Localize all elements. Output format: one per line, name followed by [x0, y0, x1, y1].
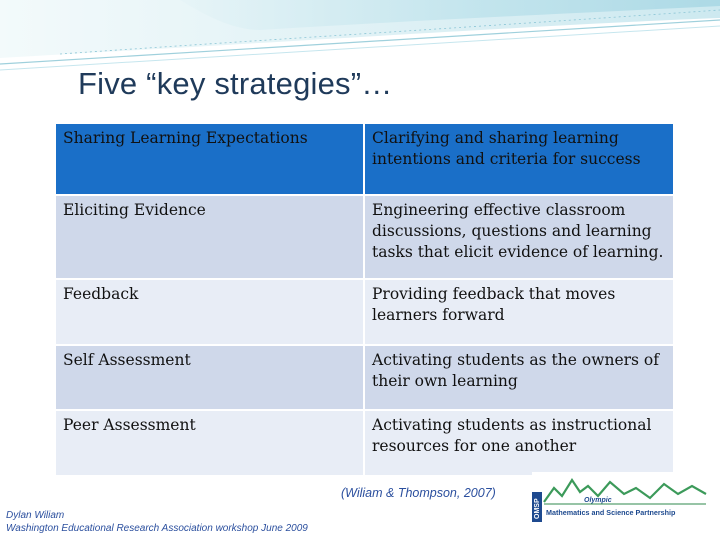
- logo-side-text: OMSP: [534, 498, 541, 519]
- strategies-table: [56, 124, 673, 475]
- strategy-description: Providing feedback that moves learners forward: [365, 278, 673, 344]
- strategy-name: Peer Assessment: [56, 409, 365, 475]
- table-row: [56, 409, 673, 475]
- strategy-description: Clarifying and sharing learning intentions and criteria for success: [365, 124, 673, 194]
- strategy-name: Feedback: [56, 278, 365, 344]
- citation: (Wiliam & Thompson, 2007): [341, 486, 496, 500]
- table-row: [56, 344, 673, 409]
- strategy-description: Activating students as instructional resources for one another: [365, 409, 673, 475]
- table-row: [56, 278, 673, 344]
- strategy-description: Activating students as the owners of their own learning: [365, 344, 673, 409]
- logo-name-top: Olympic: [584, 497, 612, 504]
- omsp-logo: [532, 472, 708, 524]
- event-name: Washington Educational Research Association workshop June 2009: [6, 523, 308, 534]
- table-row: [56, 194, 673, 278]
- slide-title: Five “key strategies”…: [78, 66, 393, 101]
- strategy-name: Eliciting Evidence: [56, 194, 365, 278]
- table-row: [56, 124, 673, 194]
- strategy-name: Self Assessment: [56, 344, 365, 409]
- logo-name-bottom: Mathematics and Science Partnership: [546, 508, 676, 517]
- author-footer: [6, 509, 308, 535]
- strategy-description: Engineering effective classroom discussions, questions and learning tasks that elicit evidence of learning.: [365, 194, 673, 278]
- author-name: Dylan Wiliam: [6, 510, 65, 521]
- strategy-name: Sharing Learning Expectations: [56, 124, 365, 194]
